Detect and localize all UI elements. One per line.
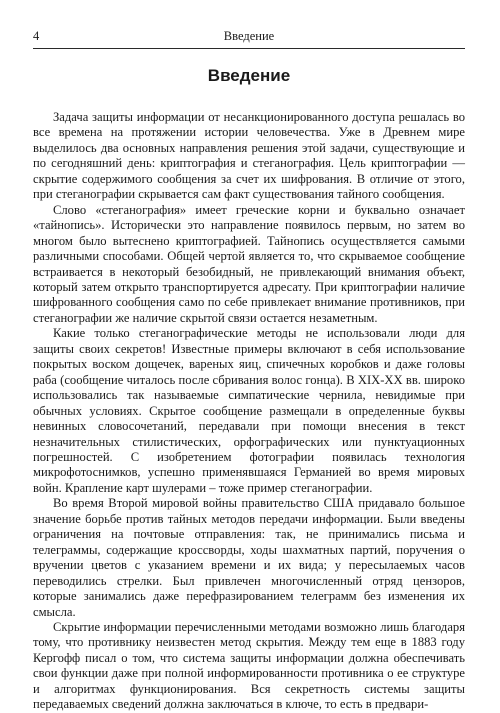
chapter-title: Введение: [207, 66, 291, 85]
paragraph-4: Во время Второй мировой войны правительство США придавало большое значение борьбе против тайных методов передачи информации. Были введены ограничения на почтовые отправления: так, не принимались письма и телеграммы, содержащие кроссворды, ходы шахматных партий, поручения о вручении цветов с указанием времени и их вида; у пересылаемых часов переводились стрелки. Был привлечен многочисленный отряд цензоров, которые занимались даже перефразированием телеграмм без изменения их смысла.: [33, 496, 465, 619]
paragraph-1: Задача защиты информации от несанкционированного доступа решалась во все времена на протяжении истории человечества. Уже в Древнем мире выделилось два основных направления решения этой задачи, существующие и по сегодняшний день: криптография и стеганография. Цель криптографии — скрытие содержимого сообщения за счет их шифрования. В отличие от этого, при стеганографии скрывается сам факт существования тайного сообщения.: [33, 110, 465, 202]
paragraph-3: Какие только стеганографические методы не использовали люди для защиты своих секретов! Известные примеры включают в себя использование покрытых воском дощечек, вареных яиц, спичечных коробков и даже головы раба (сообщение читалось после сбривания волос гонца). В XIX-XX вв. широко использовались так называемые симпатические чернила, невидимые при обычных условиях. Скрытое сообщение размещали в определенные буквы невинных словосочетаний, передавали при помощи внесения в текст незначительных стилистических, орфографических или пунктуационных погрешностей. С изобретением фотографии появилась технология микрофотоснимков, успешно применявшаяся Германией во время мировых войн. Крапление карт шулерами – тоже пример стеганографии.: [33, 326, 465, 495]
running-head-title: Введение: [223, 29, 275, 43]
header-divider: [33, 48, 465, 49]
paragraph-2: Слово «стеганография» имеет греческие корни и буквально означает «тайнопись». Исторически это направление появилось первым, но затем во многом было вытеснено криптографией. Тайнопись осуществляется самыми различными способами. Общей чертой является то, что скрываемое сообщение встраивается в некоторый безобидный, не привлекающий внимания объект, который затем открыто транспортируется адресату. При криптографии наличие шифрованного сообщения само по себе привлекает внимание противников, при стеганографии же наличие скрытой связи остается незаметным.: [33, 202, 465, 325]
running-head: [33, 26, 465, 46]
document-page: [33, 0, 465, 712]
paragraph-5: Скрытие информации перечисленными методами возможно лишь благодаря тому, что противнику неизвестен метод скрытия. Между тем еще в 1883 году Кергофф писал о том, что система защиты информации должна обеспечивать свои функции даже при полной информированности противника о ее структуре и алгоритмах функционирования. Вся секретность системы защиты передаваемых сведений должна заключаться в ключе, то есть в предвари-: [33, 619, 465, 712]
page-number: 4: [33, 29, 40, 43]
body-text: [33, 110, 465, 713]
